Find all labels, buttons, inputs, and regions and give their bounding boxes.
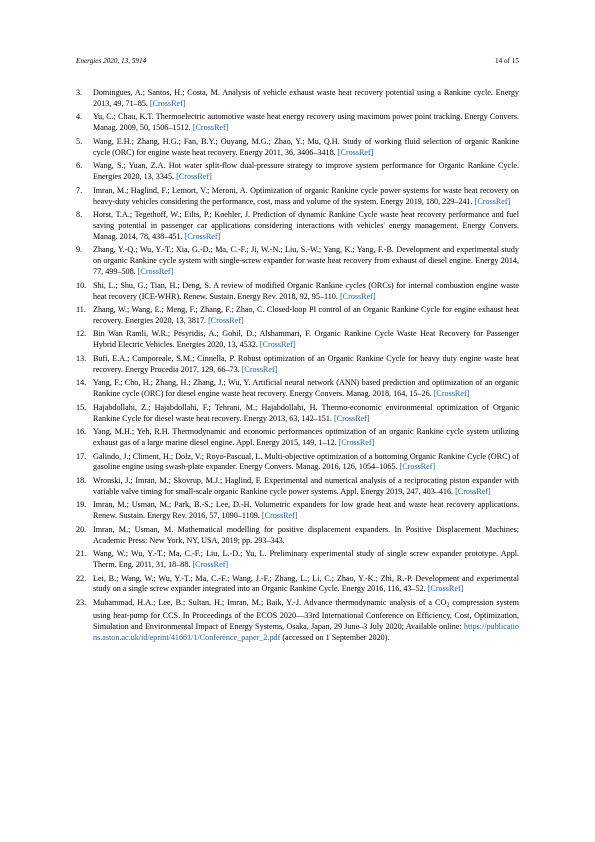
reference-text	[93, 500, 519, 522]
reference-text	[93, 137, 519, 159]
reference-number: 10.	[76, 280, 87, 290]
reference-item	[76, 403, 519, 425]
reference-number: 13.	[76, 353, 87, 363]
journal-citation: Energies 2020, 13, 5914	[76, 57, 147, 65]
reference-text	[93, 281, 519, 303]
page-header	[76, 57, 519, 65]
reference-text	[93, 329, 519, 351]
crossref-link[interactable]: [CrossRef]	[261, 511, 298, 521]
reference-citation: Wang, S.; Yuan, Z.A. Hot water split-flow dual-pressure strategy to improve system performance for Organic Rankine Cycle. Energies 2020, 13, 3345.	[93, 161, 519, 182]
reference-text	[93, 112, 519, 134]
reference-text	[93, 186, 519, 208]
reference-item	[76, 476, 519, 498]
reference-citation: compression system using heat-pump for CCS. In Proceedings of the ECOS 2020—33rd International Conference on Efficiency, Cost, Optimization, Simulation and Environmental Impact of Energy Systems, Osaka, Japan, 29 June–3 July 2020; Available online:	[93, 597, 519, 632]
reference-number: 19.	[76, 500, 87, 510]
reference-text	[93, 598, 519, 644]
reference-number: 16.	[76, 427, 87, 437]
reference-item	[76, 427, 519, 449]
reference-item	[76, 305, 519, 327]
reference-item	[76, 281, 519, 303]
reference-citation: Lei, B.; Wang, W.; Wu, Y.-T.; Ma, C.-F.; Wang, J.-F.; Zhang, L.; Li, C.; Zhao, Y.-K.; Zhi, R.-P. Development and experimental study on a single screw expander integrated into an Organic Rankine Cycle. Energy 2016, 116, 43–52.	[93, 573, 519, 594]
reference-number: 4.	[76, 112, 83, 122]
crossref-link[interactable]: [CrossRef]	[338, 438, 375, 447]
reference-citation: Imran, M.; Usman, M. Mathematical modelling for positive displacement expanders. In Positive Displacement Machines; Academic Press: New York, NY, USA, 2019; pp. 293–343.	[93, 524, 519, 545]
reference-accessed-note: (accessed on 1 September 2020).	[282, 633, 390, 643]
reference-item	[76, 378, 519, 400]
reference-number: 12.	[76, 329, 87, 339]
reference-url-link[interactable]: https://publications.aston.ac.uk/id/eprint/41661/1/Conference_paper_2.pdf	[93, 622, 519, 643]
reference-text	[93, 452, 519, 474]
crossref-link[interactable]: [CrossRef]	[192, 123, 229, 133]
crossref-link[interactable]: [CrossRef]	[474, 196, 511, 206]
crossref-link[interactable]: [CrossRef]	[208, 315, 244, 325]
reference-number: 22.	[76, 573, 87, 583]
reference-item	[76, 574, 519, 596]
reference-text	[93, 210, 519, 243]
reference-text	[93, 574, 519, 596]
reference-citation: Imran, M.; Usman, M.; Park, B.-S.; Lee, D.-H. Volumetric expanders for low grade heat and waste heat recovery applications. Renew. Sustain. Energy Rev. 2016, 57, 1090–1109.	[93, 500, 519, 521]
reference-number: 3.	[76, 88, 83, 97]
crossref-link[interactable]: [CrossRef]	[184, 231, 221, 241]
reference-item	[76, 161, 519, 183]
crossref-link[interactable]: [CrossRef]	[399, 462, 436, 472]
reference-item	[76, 598, 519, 644]
reference-text	[93, 245, 519, 278]
reference-citation: Shi, L.; Shu, G.; Tian, H.; Deng, S. A review of modified Organic Rankine cycles (ORCs) for internal combustion engine waste heat recovery (ICE-WHR). Renew. Sustain. Energy Rev. 2018, 92, 95–110.	[93, 280, 519, 301]
crossref-link[interactable]: [CrossRef]	[259, 340, 296, 350]
reference-citation: Zhang, W.; Wang, E.; Meng, F.; Zhang, F.; Zhao, C. Closed-loop PI control of an Organic Rankine Cycle for engine exhaust heat recovery. Energies 2020, 13, 3817.	[93, 305, 519, 325]
reference-number: 14.	[76, 378, 87, 388]
reference-number: 18.	[76, 475, 87, 485]
reference-item	[76, 549, 519, 571]
reference-citation: Horst, T.A.; Tegethoff, W.; Eilts, P.; Koehler, J. Prediction of dynamic Rankine Cycle waste heat recovery performance and fuel saving potential in passenger car applications considering interactions with vehicles' energy management. Energy Convers. Manag. 2014, 78, 438–451.	[93, 210, 519, 241]
reference-citation: Wang, W.; Wu, Y.-T.; Ma, C.-F.; Liu, L.-D.; Yu, L. Preliminary experimental study of single screw expander prototype. Appl. Therm. Eng. 2011, 31, 18–88.	[93, 549, 519, 570]
reference-citation: Bin Wan Ramli, W.R.; Pesyridis, A.; Gohil, D.; Alshammari, F. Organic Rankine Cycle Waste Heat Recovery for Passenger Hybrid Electric Vehicles. Energies 2020, 13, 4532.	[93, 329, 519, 350]
crossref-link[interactable]: [CrossRef]	[339, 291, 376, 301]
reference-number: 15.	[76, 402, 87, 412]
reference-item	[76, 210, 519, 243]
reference-item	[76, 525, 519, 547]
reference-item	[76, 354, 519, 376]
reference-text	[93, 427, 519, 449]
reference-number: 6.	[76, 161, 83, 171]
crossref-link[interactable]: [CrossRef]	[427, 584, 464, 594]
reference-item	[76, 245, 519, 278]
reference-number: 7.	[76, 185, 83, 195]
reference-citation: Zhang, Y.-Q.; Wu, Y.-T.; Xia, G.-D.; Ma, C.-F.; Ji, W.-N.; Liu, S.-W.; Yang, K.; Yang, F.-B. Development and experimental study on organic Rankine cycle system with single-screw expander for waste heat recovery from exhaust of diesel engine. Energy 2014, 77, 499–508.	[93, 245, 519, 277]
reference-item	[76, 137, 519, 159]
crossref-link[interactable]: [CrossRef]	[137, 267, 174, 277]
reference-text	[93, 476, 519, 498]
reference-citation: Bufi, E.A.; Camporeale, S.M.; Cinnella, P. Robust optimization of an Organic Rankine Cycle for heavy duty engine waste heat recovery. Energy Procedia 2017, 129, 66–73.	[93, 353, 519, 374]
reference-citation: Imran, M.; Haglind, F.; Lemort, V.; Meroni, A. Optimization of organic Rankine cycle power systems for waste heat recovery on heavy-duty vehicles considering the performance, cost, mass and volume of the system. Energy 2019, 180, 229–241.	[93, 185, 519, 206]
crossref-link[interactable]: [CrossRef]	[337, 147, 374, 157]
reference-text-part: Muhammad, H.A.; Lee, B.; Sultan, H.; Imran, M.; Baik, Y.-J. Advance thermodynamic analysis of a CO	[93, 597, 447, 607]
reference-item	[76, 88, 519, 110]
reference-number: 17.	[76, 451, 87, 461]
reference-item	[76, 329, 519, 351]
crossref-link[interactable]: [CrossRef]	[333, 413, 370, 423]
reference-text	[93, 354, 519, 376]
reference-citation: Galindo, J.; Climent, H.; Dolz, V.; Royo-Pascual, L. Multi-objective optimization of a bottoming Organic Rankine Cycle (ORC) of gasoline engine using swash-plate expander. Energy Convers. Manag. 2016, 126, 1054–1065.	[93, 451, 519, 472]
reference-text	[93, 88, 519, 110]
reference-citation: Wronski, J.; Imran, M.; Skovrup, M.J.; Haglind, F. Experimental and numerical analysis of a reciprocating piston expander with variable valve timing for small-scale organic Rankine cycle power systems. Appl. Energy 2019, 247, 403–416.	[93, 475, 519, 496]
reference-citation: Yang, F.; Cho, H.; Zhang, H.; Zhang, J.; Wu, Y. Artificial neural network (ANN) based prediction and optimization of an organic Rankine cycle (ORC) for diesel engine waste heat recovery. Energy Convers. Manag. 2018, 164, 15–26.	[93, 378, 519, 399]
crossref-link[interactable]: [CrossRef]	[176, 172, 212, 182]
crossref-link[interactable]: [CrossRef]	[455, 486, 491, 496]
reference-item	[76, 186, 519, 208]
crossref-link[interactable]: [CrossRef]	[192, 560, 229, 570]
reference-item	[76, 500, 519, 522]
crossref-link[interactable]: [CrossRef]	[149, 98, 186, 108]
reference-text	[93, 378, 519, 400]
reference-number: 20.	[76, 524, 87, 534]
reference-citation: Wang, E.H.; Zhang, H.G.; Fan, B.Y.; Ouyang, M.G.; Zhao, Y.; Mu, Q.H. Study of working fluid selection of organic Rankine cycle (ORC) for engine waste heat recovery. Energy 2011, 36, 3406–3418.	[93, 136, 519, 157]
reference-text	[93, 161, 519, 183]
reference-citation: Yang, M.H.; Yeh, R.H. Thermodynamic and economic performances optimization of an organic Rankine cycle system utilizing exhaust gas of a large marine diesel engine. Appl. Energy 2015, 149, 1–12.	[93, 427, 519, 447]
reference-number: 21.	[76, 549, 87, 559]
reference-text	[93, 525, 519, 547]
reference-list	[76, 88, 519, 647]
reference-number: 11.	[76, 305, 86, 315]
reference-citation: Yu, C.; Chau, K.T. Thermoelectric automotive waste heat energy recovery using maximum power point tracking. Energy Convers. Manag. 2009, 50, 1506–1512.	[93, 112, 519, 133]
subscript: 2	[446, 602, 450, 609]
reference-citation: Domingues, A.; Santos, H.; Costa, M. Analysis of vehicle exhaust waste heat recovery potential using a Rankine cycle. Energy 2013, 49, 71–85.	[93, 88, 519, 108]
reference-text	[93, 549, 519, 571]
reference-number: 9.	[76, 245, 83, 255]
reference-item	[76, 112, 519, 134]
reference-item	[76, 452, 519, 474]
reference-text	[93, 305, 519, 327]
reference-number: 5.	[76, 136, 83, 146]
reference-number: 8.	[76, 210, 83, 220]
page-number: 14 of 15	[495, 57, 519, 65]
crossref-link[interactable]: [CrossRef]	[433, 389, 470, 399]
crossref-link[interactable]: [CrossRef]	[241, 364, 278, 374]
reference-text	[93, 403, 519, 425]
reference-citation: Hajabdollahi, Z.; Hajabdollahi, F.; Tehrani, M.; Hajabdollahi, H. Thermo-economic environmental optimization of Organic Rankine Cycle for diesel waste heat recovery. Energy 2013, 63, 142–151.	[93, 402, 519, 423]
reference-number: 23.	[76, 597, 87, 607]
